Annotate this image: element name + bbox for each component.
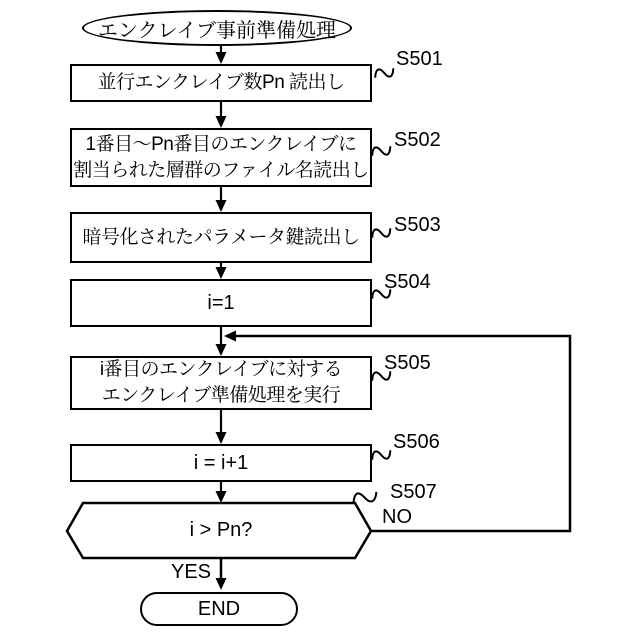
process-box-s501 (70, 64, 372, 102)
step-label-s501: S501 (396, 48, 443, 70)
process-box-s501-text: 並行エンクレイブ数Pn 読出し (97, 72, 345, 93)
branch-label-yes: YES (171, 561, 212, 583)
process-box-s506 (70, 444, 372, 482)
process-box-s502-text-line2: 割当られた層群のファイル名読出し (73, 159, 369, 181)
branch-label-no: NO (382, 506, 412, 528)
process-box-s505-text-line2: エンクレイブ準備処理を実行 (101, 385, 341, 406)
process-box-s503 (70, 212, 372, 263)
terminal-end-label: END (197, 597, 241, 620)
terminal-start (82, 10, 352, 46)
step-label-s504: S504 (384, 271, 431, 293)
squiggle-s503 (370, 225, 392, 240)
squiggle-s501 (373, 65, 395, 80)
process-box-s503-text: 暗号化されたパラメータ鍵読出し (82, 226, 360, 248)
step-label-s506: S506 (393, 431, 440, 453)
squiggle-s502 (370, 143, 392, 158)
process-box-s502-text-line1: 1番目～Pn番目のエンクレイブに (85, 133, 357, 155)
step-label-s507: S507 (390, 481, 437, 503)
process-box-s505-text-line1: i番目のエンクレイブに対する (99, 359, 343, 380)
terminal-start-label: エンクレイブ事前準備処理 (98, 19, 336, 42)
step-label-s505: S505 (384, 352, 431, 374)
terminal-end (140, 592, 298, 626)
step-label-s502: S502 (394, 129, 441, 151)
process-box-s504-text: i=1 (207, 292, 235, 314)
process-box-s502 (70, 128, 372, 187)
process-box-s506-text: i = i+1 (193, 452, 249, 474)
process-box-s505 (70, 356, 372, 410)
decision-condition-text: i > Pn? (189, 519, 253, 541)
step-label-s503: S503 (394, 214, 441, 236)
squiggle-s506 (370, 447, 392, 462)
process-box-s504 (70, 279, 372, 327)
